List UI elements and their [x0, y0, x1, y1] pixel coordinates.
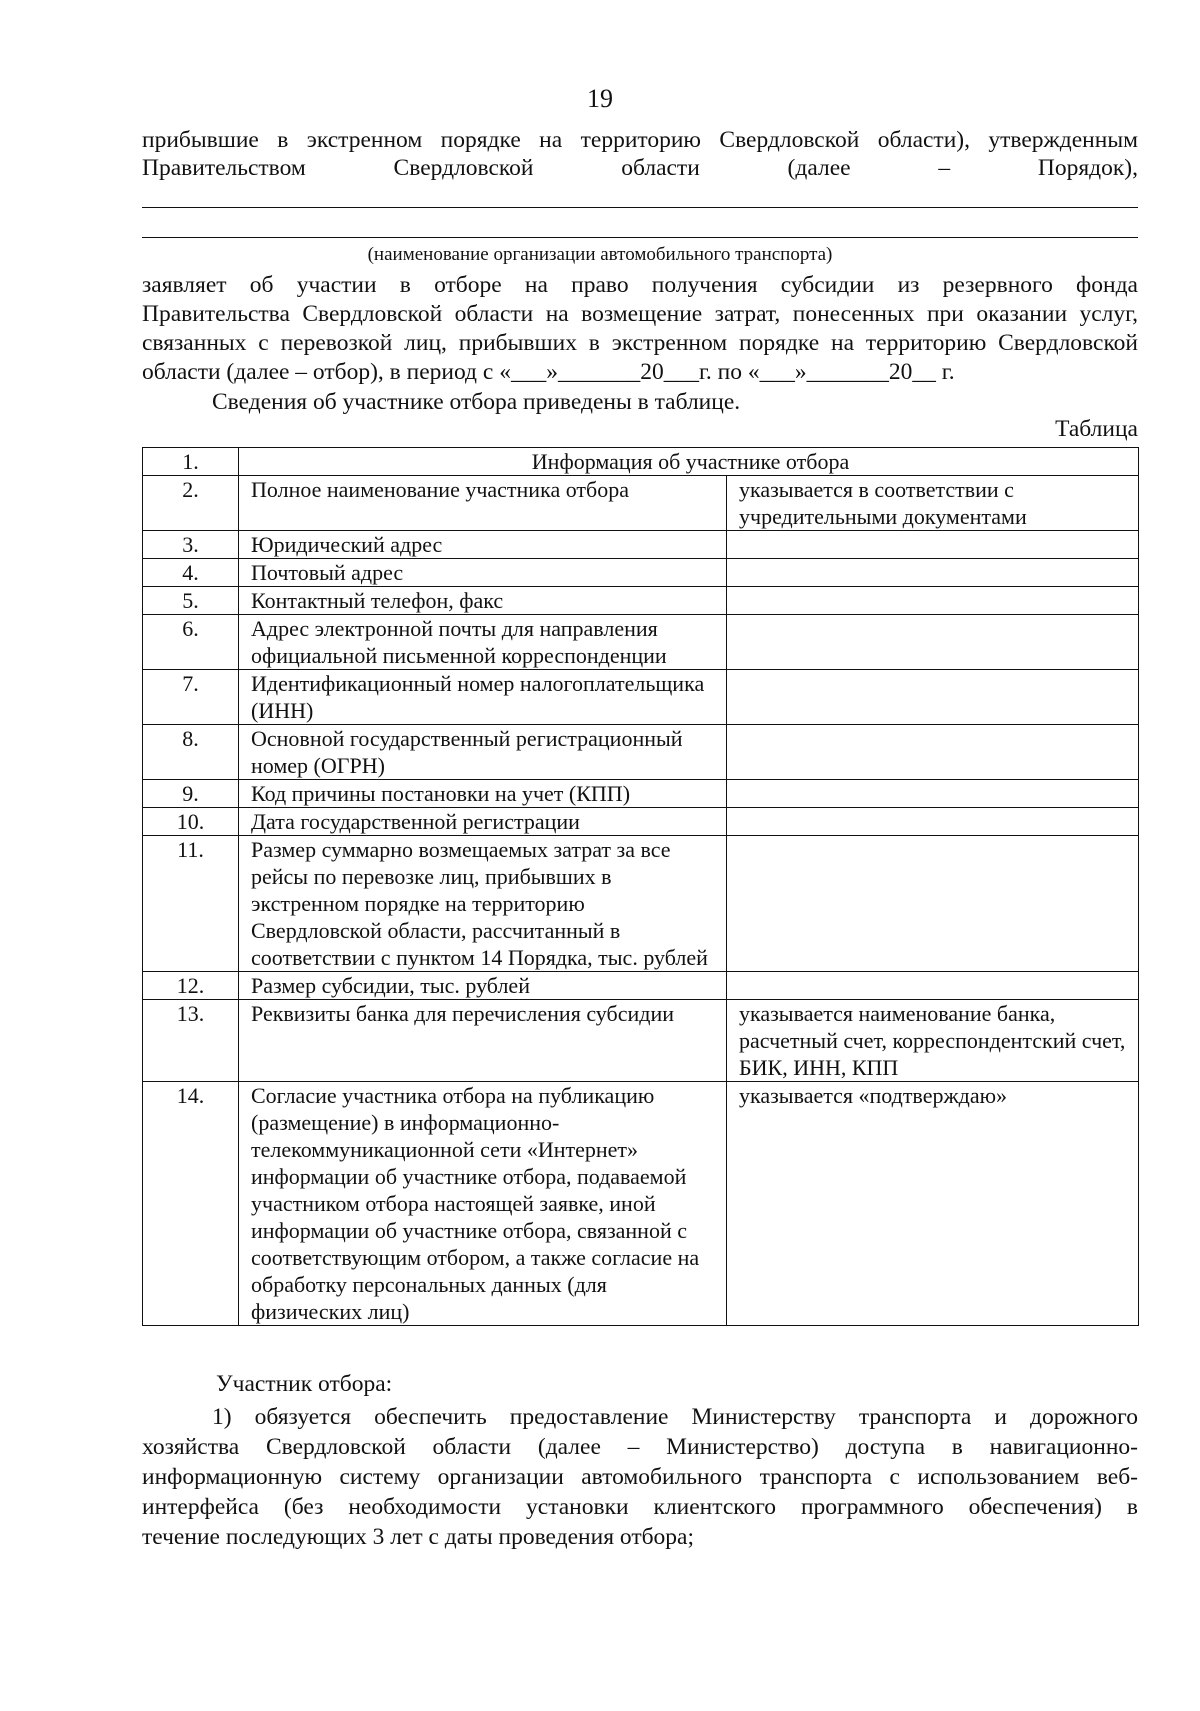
header-num: 1. [143, 448, 239, 476]
row-num: 2. [143, 476, 239, 531]
header-title: Информация об участнике отбора [239, 448, 1139, 476]
row-num: 8. [143, 725, 239, 780]
row-field: Адрес электронной почты для направления официальной письменной корреспонденции [239, 615, 727, 670]
statement-line-4: области (далее – отбор), в период с «___»_______20___г. по «___»_______20__ г. [142, 359, 955, 385]
statement-line-1: заявляет об участии в отборе на право получения субсидии из резервного фонда [142, 272, 1138, 298]
table-row [143, 725, 1139, 780]
statement-line-2: Правительства Свердловской области на возмещение затрат, понесенных при оказании услуг, [142, 301, 1138, 327]
row-value [727, 780, 1139, 808]
row-field: Юридический адрес [239, 531, 727, 559]
row-num: 14. [143, 1082, 239, 1326]
table-intro: Сведения об участнике отбора приведены в таблице. [212, 389, 741, 415]
blank-line-2 [142, 237, 1138, 238]
row-value [727, 531, 1139, 559]
statement-line-3: связанных с перевозкой лиц, прибывших в экстренном порядке на территорию Свердловской [142, 330, 1138, 356]
table-row [143, 972, 1139, 1000]
table-row [143, 836, 1139, 972]
intro-line-2: Правительством Свердловской области (далее – Порядок), [142, 155, 1138, 181]
row-num: 3. [143, 531, 239, 559]
row-field: Размер субсидии, тыс. рублей [239, 972, 727, 1000]
row-value [727, 615, 1139, 670]
table-row [143, 531, 1139, 559]
intro-line-1: прибывшие в экстренном порядке на территорию Свердловской области), утвержденным [142, 127, 1138, 153]
row-field: Контактный телефон, факс [239, 587, 727, 615]
row-field: Размер суммарно возмещаемых затрат за все рейсы по перевозке лиц, прибывших в экстренном порядке на территорию Свердловской области, рассчитанный в соответствии с пунктом 14 Порядка, тыс. рублей [239, 836, 727, 972]
row-num: 12. [143, 972, 239, 1000]
participant-info-table [142, 447, 1139, 1326]
obligation-line-4: интерфейса (без необходимости установки клиентского программного обеспечения) в [142, 1494, 1138, 1520]
obligation-line-3: информационную систему организации автомобильного транспорта с использованием веб- [142, 1464, 1138, 1490]
table-row [143, 587, 1139, 615]
row-num: 6. [143, 615, 239, 670]
row-field: Код причины постановки на учет (КПП) [239, 780, 727, 808]
row-num: 11. [143, 836, 239, 972]
row-num: 10. [143, 808, 239, 836]
table-row [143, 559, 1139, 587]
row-value: указывается в соответствии с учредительными документами [727, 476, 1139, 531]
obligation-line-5: течение последующих 3 лет с даты проведения отбора; [142, 1524, 695, 1550]
row-value [727, 559, 1139, 587]
table-label: Таблица [1055, 416, 1138, 442]
row-value [727, 972, 1139, 1000]
row-num: 4. [143, 559, 239, 587]
table-row [143, 670, 1139, 725]
row-value [727, 836, 1139, 972]
row-num: 13. [143, 1000, 239, 1082]
organization-caption: (наименование организации автомобильного транспорта) [367, 244, 833, 265]
row-field: Почтовый адрес [239, 559, 727, 587]
row-field: Основной государственный регистрационный номер (ОГРН) [239, 725, 727, 780]
page-number: 19 [587, 84, 613, 113]
row-value: указывается наименование банка, расчетный счет, корреспондентский счет, БИК, ИНН, КПП [727, 1000, 1139, 1082]
table-row [143, 615, 1139, 670]
row-field: Полное наименование участника отбора [239, 476, 727, 531]
row-value: указывается «подтверждаю» [727, 1082, 1139, 1326]
table-row [143, 1082, 1139, 1326]
obligation-line-1: 1) обязуется обеспечить предоставление Министерству транспорта и дорожного [212, 1404, 1138, 1430]
row-value [727, 725, 1139, 780]
table-row [143, 476, 1139, 531]
row-field: Дата государственной регистрации [239, 808, 727, 836]
row-value [727, 587, 1139, 615]
row-value [727, 670, 1139, 725]
row-field: Реквизиты банка для перечисления субсидии [239, 1000, 727, 1082]
blank-line-1 [142, 207, 1138, 208]
row-field: Идентификационный номер налогоплательщика (ИНН) [239, 670, 727, 725]
row-field: Согласие участника отбора на публикацию (размещение) в информационно-телекоммуникационной сети «Интернет» информации об участнике отбора, подаваемой участником отбора настоящей заявке, иной информации об участнике отбора, связанной с соответствующим отбором, а также согласие на обработку персональных данных (для физических лиц) [239, 1082, 727, 1326]
table-header-row [143, 448, 1139, 476]
table-row [143, 1000, 1139, 1082]
obligation-line-2: хозяйства Свердловской области (далее – Министерство) доступа в навигационно- [142, 1434, 1138, 1460]
row-num: 5. [143, 587, 239, 615]
row-num: 7. [143, 670, 239, 725]
participant-label: Участник отбора: [216, 1371, 393, 1397]
table-row [143, 808, 1139, 836]
row-value [727, 808, 1139, 836]
table-row [143, 780, 1139, 808]
row-num: 9. [143, 780, 239, 808]
